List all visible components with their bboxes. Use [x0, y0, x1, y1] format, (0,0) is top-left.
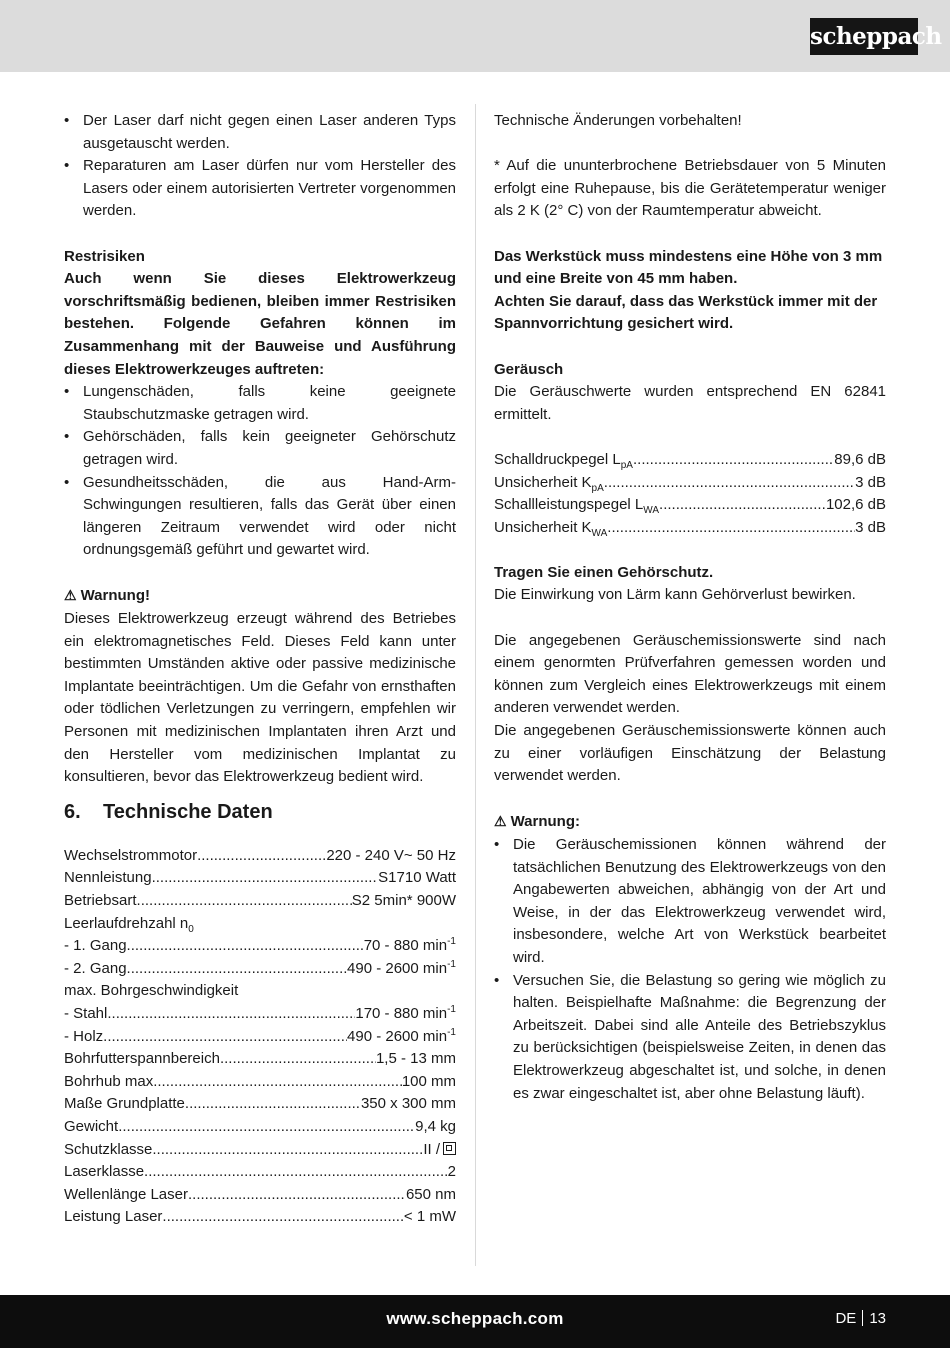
list-item: • Reparaturen am Laser dürfen nur vom Hersteller des Lasers oder einem autorisierten Vertreter vorgenommen werden.: [64, 155, 456, 223]
warning-triangle-icon: ⚠: [494, 813, 507, 830]
list-item: • Gehörschäden, falls kein geeigneter Gehörschutz getragen wird.: [64, 426, 456, 471]
workpiece-note-1: Das Werkstück muss mindestens eine Höhe von 3 mm und eine Breite von 45 mm haben.: [494, 247, 883, 288]
protection-class-ii-icon: [443, 1142, 456, 1155]
restrisiken-heading: Restrisiken: [64, 247, 145, 265]
language-code: DE: [835, 1310, 857, 1327]
column-divider: [475, 104, 476, 1266]
spec-row: Wellenlänge Laser ..... 650 nm: [64, 1184, 456, 1207]
spec-row: Nennleistung ..... S1710 Watt: [64, 867, 456, 890]
warning-list: [494, 834, 886, 1105]
laser-bullet-list: [64, 110, 456, 223]
warning-heading: [64, 584, 456, 608]
spec-row: Maße Grundplatte ..... 350 x 300 mm: [64, 1093, 456, 1116]
spec-row: Leerlaufdrehzahl $n_0$: [64, 914, 194, 935]
page-number-value: 13: [869, 1310, 886, 1327]
noise-row: Unsicherheit $K_{pA}$ ..... 3 dB: [494, 472, 886, 495]
restrisiken-list: [64, 381, 456, 562]
noise-heading: Geräusch: [494, 360, 564, 378]
list-item: • Versuchen Sie, die Belastung so gering wie möglich zu halten. Beispielhafte Maßnahme: die Begrenzung der Arbeitszeit. Dabei sind alle Anteile des Betriebszyklus zu berücksichtigen (beispielsweise Zeiten, in denen das Elektrowerkzeug abgeschaltet ist, und solche, in denen es zwar eingeschaltet ist, aber ohne Belastung läuft).: [494, 970, 886, 1106]
page-footer: [0, 1295, 950, 1348]
spec-row: Gewicht ..... 9,4 kg: [64, 1116, 456, 1139]
warning-text: Dieses Elektrowerkzeug erzeugt während des Betriebes ein elektromagnetisches Feld. Dieses Feld kann unter bestimmten Umständen aktive oder passive medizinische Implantate beeinträchtigen. Um die Gefahr von ernsthaften oder tödlichen Verletzungen zu verringern, empfehlen wir Personen mit medizinischen Implantaten ihren Arzt und den Hersteller vom medizinischen Implantat zu konsultieren, bevor das Elektrowerkzeug bedient wird.: [64, 610, 456, 786]
warning-triangle-icon: ⚠: [64, 587, 77, 604]
spec-row: Leistung Laser ..... < 1 mW: [64, 1206, 456, 1229]
right-column: [494, 110, 886, 1105]
noise-row: Schallleistungspegel $L_{WA}$ ..... 102,6 dB: [494, 494, 886, 517]
restrisiken-text: Auch wenn Sie dieses Elektrowerkzeug vorschriftsmäßig bedienen, bleiben immer Restrisiken bestehen. Folgende Gefahren können im Zusammenhang mit der Bauweise und Ausführung dieses Elektrowerkzeuges auftreten:: [64, 270, 456, 378]
page-number: [835, 1310, 886, 1327]
hearing-text: Die Einwirkung von Lärm kann Gehörverlust bewirken.: [494, 586, 856, 604]
noise-row: Unsicherheit $K_{WA}$ ..... 3 dB: [494, 517, 886, 540]
spec-row: Betriebsart ..... S2 5min* 900W: [64, 890, 456, 913]
list-item: • Gesundheitsschäden, die aus Hand-Arm-Schwingungen resultieren, falls das Gerät über einen längeren Zeitraum verwendet wird oder nicht ordnungsgemäß geführt und gewartet wird.: [64, 472, 456, 562]
spec-row: Bohrfutterspannbereich ..... 1,5 - 13 mm: [64, 1048, 456, 1071]
spec-row: - Holz ..... 490 - 2600 $\min^{-1}$: [64, 1026, 456, 1049]
section-number: 6.: [64, 800, 81, 823]
warning-heading-label: Warnung:: [510, 813, 580, 831]
spec-row: - Stahl ..... 170 - 880 $\min^{-1}$: [64, 1003, 456, 1026]
spec-list: [64, 845, 456, 1229]
list-item: • Die Geräuschemissionen können während der tatsächlichen Benutzung des Elektrowerkzeugs von den Angabewerten abweichen, abhängig von der Art und Weise, in der das Elektrowerkzeug verwendet wird, insbesondere, welche Art von Werkstück bearbeitet wird.: [494, 834, 886, 970]
website-url: www.scheppach.com: [386, 1309, 564, 1328]
brand-logo: scheppach: [810, 18, 918, 55]
list-item: • Der Laser darf nicht gegen einen Laser anderen Typs ausgetauscht werden.: [64, 110, 456, 155]
list-item: • Lungenschäden, falls keine geeignete Staubschutzmaske getragen wird.: [64, 381, 456, 426]
emission-text-1: Die angegebenen Geräuschemissionswerte sind nach einem genormten Prüfverfahren gemessen worden und können zum Vergleich eines Elektrowerkzeugs mit einem anderen verwendet werden.: [494, 631, 886, 717]
left-column: [64, 110, 456, 1229]
noise-row: Schalldruckpegel $L_{pA}$ ..... 89,6 dB: [494, 449, 886, 472]
noise-values: [494, 449, 886, 539]
spec-row: - 1. Gang ..... 70 - 880 $\min^{-1}$: [64, 935, 456, 958]
spec-row: Wechselstrommotor ..... 220 - 240 V~ 50 Hz: [64, 845, 456, 868]
warning-heading-label: Warnung!: [80, 587, 150, 605]
spec-row: Schutzklasse ..... II /: [64, 1139, 456, 1162]
section-heading: [64, 799, 456, 825]
hearing-heading: Tragen Sie einen Gehörschutz.: [494, 563, 714, 581]
spec-row: max. Bohrgeschwindigkeit: [64, 982, 239, 1000]
footnote: * Auf die ununterbrochene Betriebsdauer von 5 Minuten erfolgt eine Ruhepause, bis die Gerätetemperatur weniger als 2 K (2° C) von der Raumtemperatur abweicht.: [494, 157, 886, 220]
spec-row: Laserklasse ..... 2: [64, 1161, 456, 1184]
emission-text-2: Die angegebenen Geräuschemissionswerte können auch zu einer vorläufigen Einschätzung der Belastung verwendet werden.: [494, 722, 886, 785]
section-title: Technische Daten: [103, 800, 273, 823]
warning-heading: [494, 810, 886, 834]
spec-row: - 2. Gang ..... 490 - 2600 $\min^{-1}$: [64, 958, 456, 981]
spec-row: Bohrhub max ..... 100 mm: [64, 1071, 456, 1094]
changes-note: Technische Änderungen vorbehalten!: [494, 112, 742, 129]
noise-text: Die Geräuschwerte wurden entsprechend EN 62841 ermittelt.: [494, 383, 886, 423]
page-header: [0, 0, 950, 72]
workpiece-note-2: Achten Sie darauf, dass das Werkstück immer mit der Spannvorrichtung gesichert wird.: [494, 292, 878, 333]
